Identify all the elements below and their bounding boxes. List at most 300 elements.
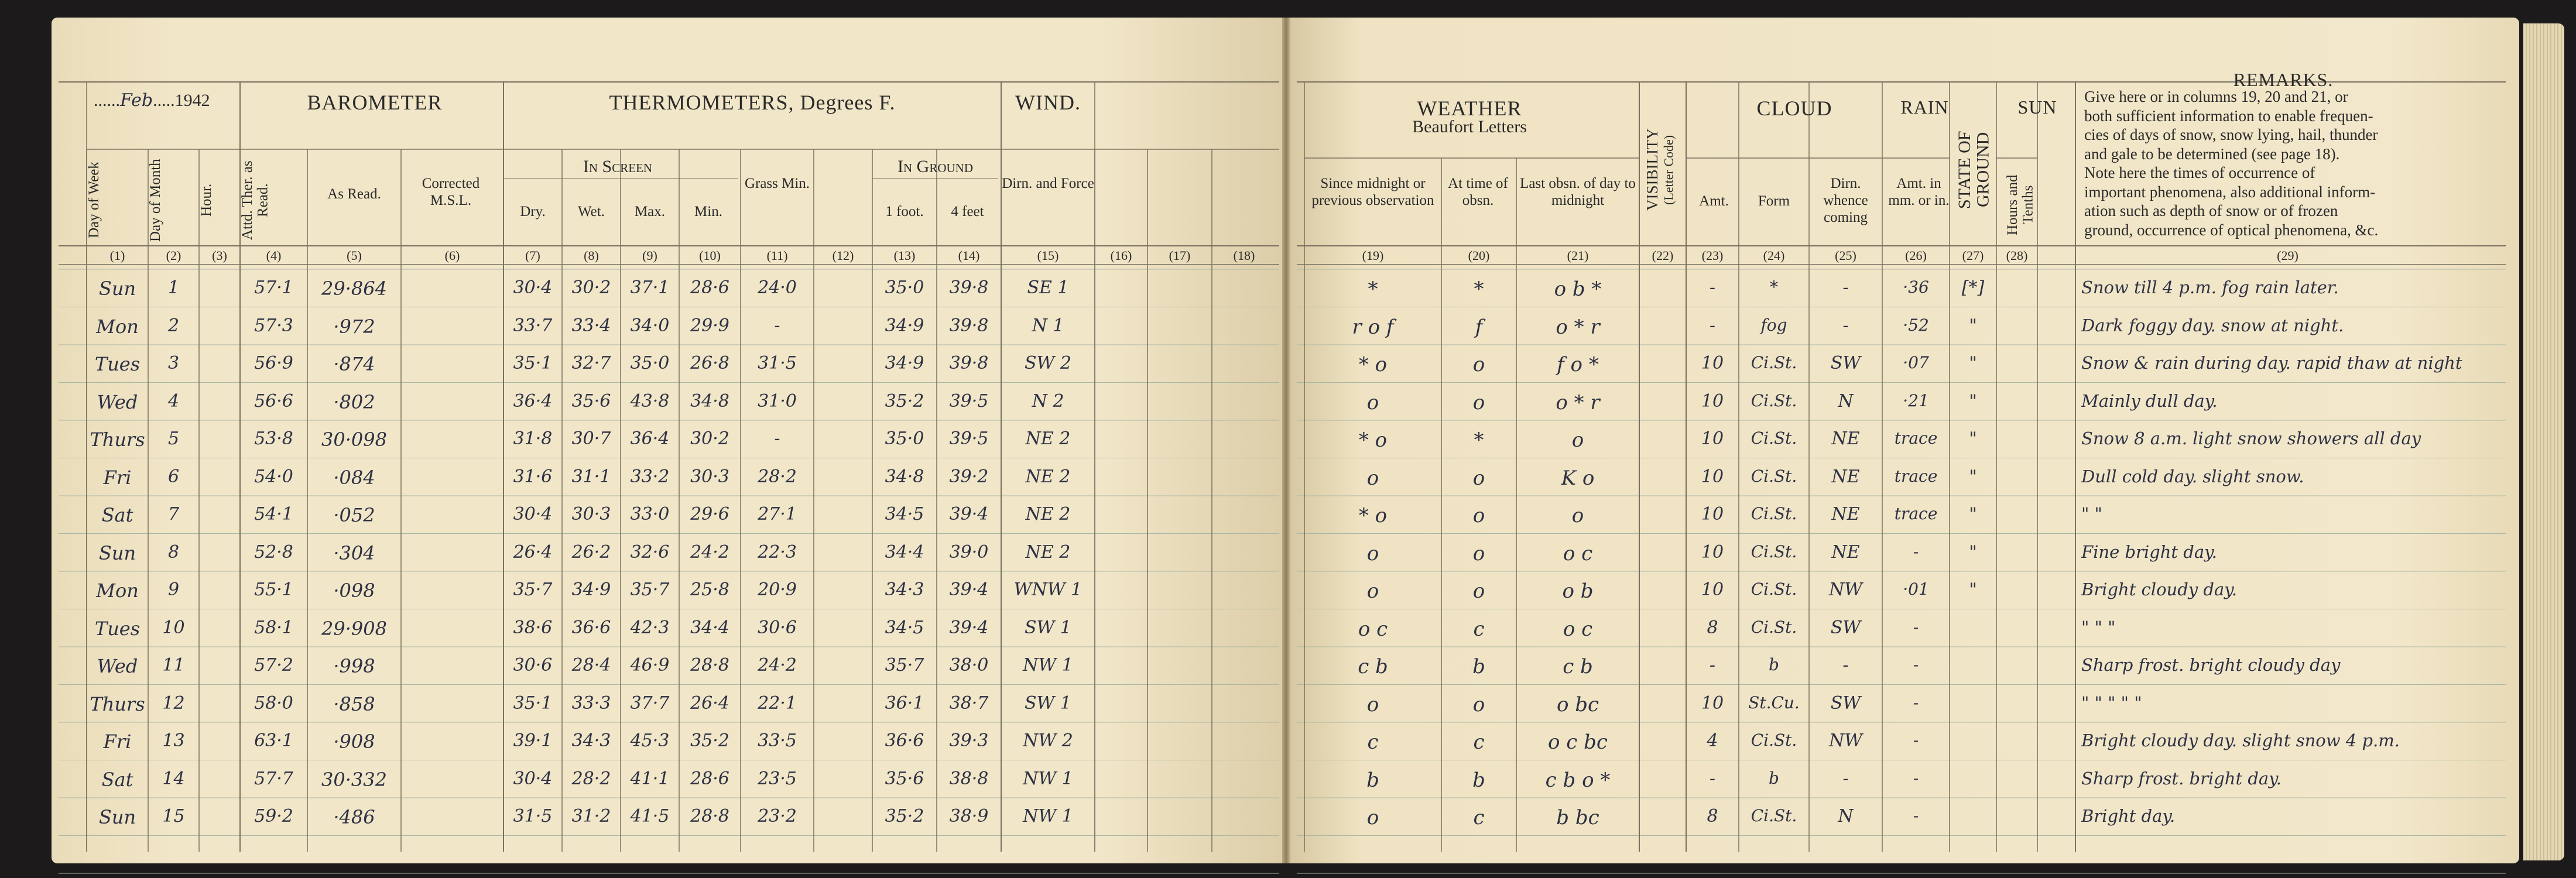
max-temp-cell: 33·0	[630, 504, 670, 524]
grass-min-cell: -	[774, 315, 780, 336]
state-of-ground-cell: "	[1969, 541, 1977, 563]
barometer-reading-cell: ·972	[333, 315, 375, 338]
cloud-form-cell: Ci.St.	[1751, 466, 1797, 486]
cloud-amt-header: Amt.	[1699, 193, 1729, 209]
min-temp-cell: 29·6	[690, 504, 729, 524]
day-of-month-cell: 1	[167, 277, 180, 298]
in-screen-heading: In Screen	[583, 157, 653, 176]
cloud-form-cell: Ci.St.	[1751, 806, 1797, 825]
day-of-week-cell: Wed	[97, 390, 138, 413]
date-month: Feb	[120, 90, 153, 111]
wet-temp-cell: 34·9	[571, 579, 611, 600]
attd-ther-header: Attd. Ther. as Read.	[239, 160, 271, 240]
ground-1ft-cell: 34·9	[885, 353, 924, 373]
ground-4ft-cell: 39·2	[949, 466, 989, 487]
weather-last-obs-cell: o	[1571, 428, 1584, 452]
column-number: (24)	[1763, 248, 1785, 263]
attd-ther-cell: 54·1	[254, 504, 293, 524]
weather-since-midnight-cell: o	[1366, 541, 1379, 565]
weather-heading: WEATHER	[1417, 97, 1522, 120]
wet-temp-cell: 34·3	[571, 730, 611, 751]
weather-at-time-cell: b	[1472, 655, 1485, 678]
day-of-week-cell: Mon	[96, 579, 139, 602]
rain-amount-cell: ·52	[1903, 315, 1929, 335]
wind-cell: NW 1	[1023, 806, 1073, 826]
grass-min-cell: 30·6	[758, 617, 797, 638]
date-year: 1942	[174, 91, 210, 110]
column-number: (16)	[1110, 248, 1132, 263]
ground-1ft-cell: 34·5	[885, 504, 924, 524]
attd-ther-cell: 53·8	[254, 428, 293, 449]
day-of-month-cell: 10	[162, 617, 185, 638]
column-number: (3)	[212, 248, 227, 263]
weather-since-midnight-cell: c b	[1358, 655, 1388, 678]
weather-at-time-cell: *	[1474, 428, 1484, 452]
weather-since-midnight-cell: b	[1366, 768, 1379, 792]
day-of-week-cell: Sun	[98, 806, 136, 828]
weather-since-midnight-cell: c	[1367, 730, 1379, 754]
weather-at-time-cell: o	[1472, 541, 1485, 565]
remark-cell: Dark foggy day. snow at night.	[2081, 315, 2344, 335]
cloud-form-cell: *	[1770, 277, 1778, 297]
cloud-direction-cell: SW	[1830, 617, 1861, 638]
weather-at-time-cell: c	[1473, 617, 1485, 641]
grass-min-cell: 23·5	[758, 768, 797, 789]
grass-min-cell: 20·9	[758, 579, 797, 600]
remark-cell: Bright cloudy day. slight snow 4 p.m.	[2081, 730, 2400, 750]
wet-temp-cell: 31·2	[571, 806, 611, 826]
sun-hours-header: Hours and Tenths	[2005, 174, 2036, 235]
day-of-month-cell: 15	[162, 806, 185, 826]
column-number: (10)	[699, 248, 721, 263]
dry-temp-cell: 31·5	[513, 806, 553, 826]
ground-4ft-cell: 38·0	[949, 655, 989, 675]
day-of-week-cell: Sun	[98, 277, 136, 300]
state-of-ground-cell: "	[1969, 466, 1977, 487]
weather-at-time-cell: c	[1473, 730, 1485, 754]
state-of-ground-cell: "	[1969, 504, 1977, 524]
ground-1ft-cell: 35·2	[885, 390, 924, 411]
max-temp-cell: 32·6	[630, 541, 670, 563]
weather-since-midnight-cell: o	[1366, 390, 1379, 414]
cloud-form-cell: Ci.St.	[1751, 353, 1797, 372]
cloud-amount-cell: -	[1709, 768, 1716, 789]
remarks-instruction-line: important phenomena, also additional inform-	[2084, 183, 2376, 201]
dry-header: Dry.	[520, 204, 546, 220]
barometer-reading-cell: ·098	[333, 579, 375, 602]
rain-amount-cell: -	[1913, 655, 1919, 674]
dry-temp-cell: 26·4	[513, 541, 553, 563]
weather-last-obs-cell: f o *	[1557, 353, 1599, 376]
rain-heading: RAIN	[1900, 97, 1949, 118]
day-of-week-cell: Sat	[101, 768, 133, 791]
state-of-ground-cell: "	[1969, 315, 1977, 336]
wind-cell: N 2	[1032, 390, 1064, 411]
max-temp-cell: 42·3	[630, 617, 670, 638]
column-number: (28)	[2006, 248, 2028, 263]
cloud-direction-cell: SW	[1830, 692, 1861, 714]
cloud-amount-cell: 10	[1701, 466, 1724, 487]
ground-4ft-cell: 38·8	[949, 768, 989, 789]
max-temp-cell: 34·0	[630, 315, 670, 336]
barometer-reading-cell: ·304	[333, 541, 375, 564]
remarks-instruction-line: Note here the times of occurrence of	[2084, 164, 2315, 181]
weather-subheading: Beaufort Letters	[1412, 117, 1527, 136]
grass-min-cell: 31·0	[758, 390, 797, 411]
grass-min-cell: 22·1	[758, 692, 797, 714]
barometer-reading-cell: 30·332	[321, 768, 387, 791]
min-temp-cell: 28·8	[690, 655, 729, 675]
ground-1ft-cell: 34·3	[885, 579, 924, 600]
max-header: Max.	[634, 204, 666, 220]
day-of-month-cell: 8	[167, 541, 180, 563]
column-number: (14)	[958, 248, 980, 263]
cloud-form-header: Form	[1758, 193, 1790, 209]
wind-cell: NE 2	[1025, 504, 1071, 524]
day-of-week-cell: Thurs	[90, 692, 145, 715]
day-of-month-cell: 4	[167, 390, 180, 411]
min-header: Min.	[694, 204, 722, 220]
attd-ther-cell: 54·0	[254, 466, 293, 487]
grass-min-cell: 33·5	[758, 730, 797, 751]
wind-cell: SW 2	[1024, 353, 1071, 373]
wind-cell: NW 1	[1023, 655, 1073, 675]
remarks-instruction-line: ation such as depth of snow or of frozen	[2084, 202, 2338, 220]
rain-amount-cell: -	[1913, 541, 1919, 561]
hour-header: Hour.	[198, 183, 214, 217]
weather-at-time-cell: o	[1472, 353, 1485, 376]
wind-heading: WIND.	[1015, 91, 1081, 114]
day-of-week-header: Day of Week	[86, 162, 102, 239]
remark-cell: Snow 8 a.m. light snow showers all day	[2081, 428, 2421, 448]
date-heading: ......Feb.....1942	[94, 90, 210, 111]
dry-temp-cell: 30·4	[513, 277, 553, 298]
column-number: (27)	[1962, 248, 1984, 263]
max-temp-cell: 43·8	[630, 390, 670, 411]
cloud-direction-cell: NE	[1831, 541, 1860, 563]
remark-cell: Fine bright day.	[2081, 541, 2217, 562]
day-of-week-cell: Mon	[96, 315, 139, 338]
weather-since-midnight-cell: o c	[1358, 617, 1388, 641]
cloud-form-cell: fog	[1760, 315, 1787, 335]
weather-last-obs-cell: o c bc	[1548, 730, 1608, 754]
column-number: (23)	[1701, 248, 1724, 263]
remark-cell: Bright day.	[2081, 806, 2176, 826]
remarks-instruction-line: Give here or in columns 19, 20 and 21, or	[2084, 88, 2348, 105]
remarks-instruction-line: cies of days of snow, snow lying, hail, thunder	[2084, 126, 2378, 143]
day-of-month-cell: 7	[167, 504, 180, 524]
remark-cell: Sharp frost. bright day.	[2081, 768, 2282, 788]
cloud-direction-cell: SW	[1830, 353, 1861, 373]
column-number: (8)	[584, 248, 599, 263]
day-of-week-cell: Tues	[94, 353, 141, 375]
sun-heading: SUN	[2017, 97, 2057, 118]
ground-4ft-cell: 39·8	[949, 277, 989, 298]
weather-last-obs-cell: o c	[1563, 617, 1593, 641]
cloud-direction-cell: N	[1838, 390, 1854, 411]
cloud-amount-cell: -	[1709, 655, 1716, 675]
grass-min-cell: 28·2	[758, 466, 797, 487]
weather-since-midnight-cell: o	[1366, 579, 1379, 603]
state-of-ground-cell: "	[1969, 390, 1977, 411]
column-number: (17)	[1169, 248, 1191, 263]
cloud-form-cell: St.Cu.	[1748, 692, 1800, 712]
attd-ther-cell: 63·1	[254, 730, 293, 751]
rain-amount-cell: ·36	[1903, 277, 1929, 297]
dry-temp-cell: 33·7	[513, 315, 553, 336]
min-temp-cell: 30·3	[690, 466, 729, 487]
max-temp-cell: 37·1	[630, 277, 670, 298]
weather-last-obs-cell: b bc	[1556, 806, 1599, 829]
ground-4ft-cell: 39·0	[949, 541, 989, 563]
attd-ther-cell: 56·6	[254, 390, 293, 411]
cloud-amount-cell: 10	[1701, 390, 1724, 411]
day-of-month-cell: 14	[162, 768, 185, 789]
attd-ther-cell: 58·1	[254, 617, 293, 638]
day-of-week-cell: Wed	[97, 655, 138, 677]
cloud-amount-cell: -	[1709, 315, 1716, 336]
rain-amount-cell: ·01	[1903, 579, 1929, 599]
state-of-ground-cell: "	[1969, 428, 1977, 449]
column-number: (9)	[642, 248, 657, 263]
attd-ther-cell: 57·3	[254, 315, 293, 336]
cloud-form-cell: Ci.St.	[1751, 390, 1797, 410]
column-number: (21)	[1567, 248, 1589, 263]
min-temp-cell: 25·8	[690, 579, 729, 600]
since-midnight-header: Since midnight or previous observation	[1311, 176, 1434, 208]
rain-amount-cell: -	[1913, 692, 1919, 712]
cloud-amount-cell: 10	[1701, 541, 1724, 563]
column-number: (7)	[525, 248, 540, 263]
weather-last-obs-cell: o c	[1563, 541, 1593, 565]
cloud-dirn-header: Dirn. whence coming	[1823, 176, 1868, 225]
cloud-amount-cell: 10	[1701, 692, 1724, 714]
rain-amount-cell: -	[1913, 768, 1919, 788]
weather-last-obs-cell: o	[1571, 504, 1584, 527]
wind-cell: SW 1	[1024, 617, 1071, 638]
barometer-reading-cell: ·052	[333, 504, 375, 526]
rain-amount-cell: trace	[1894, 466, 1938, 486]
max-temp-cell: 46·9	[630, 655, 670, 675]
dirn-force-header: Dirn. and Force	[1002, 176, 1094, 191]
remark-cell: Snow & rain during day. rapid thaw at night	[2081, 353, 2462, 373]
dry-temp-cell: 31·8	[513, 428, 553, 449]
dry-temp-cell: 35·7	[513, 579, 553, 600]
min-temp-cell: 26·8	[690, 353, 729, 373]
grass-min-cell: -	[774, 428, 780, 449]
dry-temp-cell: 31·6	[513, 466, 553, 487]
day-of-week-cell: Sat	[101, 504, 133, 526]
in-ground-heading: In Ground	[898, 157, 973, 176]
at-time-header: At time of obsn.	[1448, 176, 1508, 208]
rain-amount-cell: -	[1913, 730, 1919, 750]
four-feet-header: 4 feet	[951, 204, 984, 220]
one-foot-header: 1 foot.	[885, 204, 924, 220]
ground-4ft-cell: 39·3	[949, 730, 989, 751]
rain-amount-cell: ·21	[1903, 390, 1929, 410]
rain-amount-cell: ·07	[1903, 353, 1929, 372]
min-temp-cell: 34·8	[690, 390, 729, 411]
min-temp-cell: 29·9	[690, 315, 729, 336]
ground-4ft-cell: 39·4	[949, 504, 989, 524]
min-temp-cell: 34·4	[690, 617, 729, 638]
weather-since-midnight-cell: o	[1366, 692, 1379, 716]
wet-temp-cell: 28·4	[571, 655, 611, 675]
column-number: (6)	[444, 248, 460, 263]
cloud-form-cell: Ci.St.	[1751, 541, 1797, 561]
weather-since-midnight-cell: o	[1366, 806, 1379, 829]
weather-last-obs-cell: o bc	[1556, 692, 1599, 716]
corrected-msl-header: Corrected M.S.L.	[422, 176, 480, 208]
min-temp-cell: 24·2	[690, 541, 729, 563]
weather-last-obs-cell: o b *	[1554, 277, 1602, 301]
cloud-direction-cell: NE	[1831, 466, 1860, 487]
cloud-amount-cell: 10	[1701, 579, 1724, 600]
cloud-direction-cell: NE	[1831, 504, 1860, 524]
column-number: (15)	[1037, 248, 1059, 263]
day-of-month-cell: 12	[162, 692, 185, 714]
attd-ther-cell: 56·9	[254, 353, 293, 373]
day-of-month-cell: 3	[167, 353, 180, 373]
ground-4ft-cell: 39·8	[949, 353, 989, 373]
cloud-direction-cell: N	[1838, 806, 1854, 826]
ground-1ft-cell: 36·6	[885, 730, 924, 751]
state-of-ground-cell: "	[1969, 579, 1977, 600]
grass-min-header: Grass Min.	[744, 176, 810, 191]
day-of-week-cell: Fri	[103, 466, 132, 489]
wind-cell: NE 2	[1025, 466, 1071, 487]
ground-4ft-cell: 39·8	[949, 315, 989, 336]
rain-amount-cell: -	[1913, 617, 1919, 637]
remark-cell: " "	[2081, 504, 2102, 524]
ground-1ft-cell: 36·1	[885, 692, 924, 714]
column-number: (18)	[1233, 248, 1255, 263]
weather-last-obs-cell: o b	[1562, 579, 1594, 603]
weather-last-obs-cell: c b	[1563, 655, 1593, 678]
dry-temp-cell: 36·4	[513, 390, 553, 411]
ground-1ft-cell: 34·5	[885, 617, 924, 638]
barometer-reading-cell: ·998	[333, 655, 375, 677]
wind-cell: NW 2	[1023, 730, 1073, 751]
max-temp-cell: 41·5	[630, 806, 670, 826]
weather-at-time-cell: b	[1472, 768, 1485, 792]
max-temp-cell: 35·7	[630, 579, 670, 600]
max-temp-cell: 37·7	[630, 692, 670, 714]
min-temp-cell: 35·2	[690, 730, 729, 751]
attd-ther-cell: 58·0	[254, 692, 293, 714]
ground-1ft-cell: 35·0	[885, 428, 924, 449]
cloud-amount-cell: 10	[1701, 428, 1724, 449]
ground-1ft-cell: 35·6	[885, 768, 924, 789]
column-number: (29)	[2277, 248, 2298, 263]
remark-cell: Mainly dull day.	[2081, 390, 2218, 411]
day-of-week-cell: Fri	[103, 730, 132, 753]
wet-temp-cell: 28·2	[571, 768, 611, 789]
cloud-form-cell: b	[1769, 768, 1779, 788]
dry-temp-cell: 30·4	[513, 768, 553, 789]
remark-cell: Sharp frost. bright cloudy day	[2081, 655, 2341, 675]
remarks-instruction-line: and gale to be determined (see page 18).	[2084, 145, 2340, 163]
attd-ther-cell: 57·7	[254, 768, 293, 789]
grass-min-cell: 27·1	[758, 504, 797, 524]
dry-temp-cell: 39·1	[513, 730, 553, 751]
wet-temp-cell: 30·3	[571, 504, 611, 524]
barometer-reading-cell: 29·908	[321, 617, 387, 640]
cloud-direction-cell: -	[1842, 315, 1849, 336]
cloud-direction-cell: -	[1842, 277, 1849, 298]
cloud-direction-cell: NW	[1828, 730, 1863, 751]
cloud-form-cell: Ci.St.	[1751, 617, 1797, 637]
day-of-month-cell: 6	[167, 466, 180, 487]
wet-temp-cell: 31·1	[571, 466, 611, 487]
ground-4ft-cell: 38·7	[949, 692, 989, 714]
cloud-direction-cell: -	[1842, 768, 1849, 789]
attd-ther-cell: 57·2	[254, 655, 293, 675]
grass-min-cell: 24·0	[758, 277, 797, 298]
column-number: (22)	[1652, 248, 1674, 263]
max-temp-cell: 33·2	[630, 466, 670, 487]
cloud-form-cell: Ci.St.	[1751, 428, 1797, 448]
weather-since-midnight-cell: * o	[1358, 504, 1388, 527]
cloud-form-cell: Ci.St.	[1751, 504, 1797, 523]
ground-4ft-cell: 39·5	[949, 428, 989, 449]
remark-cell: Snow till 4 p.m. fog rain later.	[2081, 277, 2339, 297]
remark-cell: " " " " "	[2081, 692, 2142, 713]
weather-at-time-cell: o	[1472, 692, 1485, 716]
weather-since-midnight-cell: o	[1366, 466, 1379, 490]
ground-1ft-cell: 35·2	[885, 806, 924, 826]
cloud-direction-cell: NE	[1831, 428, 1860, 449]
cloud-form-cell: Ci.St.	[1751, 579, 1797, 599]
column-number: (5)	[347, 248, 362, 263]
min-temp-cell: 28·6	[690, 768, 729, 789]
barometer-reading-cell: 29·864	[321, 277, 387, 300]
attd-ther-cell: 57·1	[254, 277, 293, 298]
barometer-heading: BAROMETER	[307, 91, 443, 114]
ground-1ft-cell: 34·9	[885, 315, 924, 336]
day-of-month-header: Day of Month	[148, 159, 163, 242]
wet-temp-cell: 35·6	[571, 390, 611, 411]
column-number: (13)	[893, 248, 916, 263]
dry-temp-cell: 35·1	[513, 692, 553, 714]
column-number: (11)	[766, 248, 788, 263]
weather-last-obs-cell: c b o *	[1545, 768, 1611, 792]
max-temp-cell: 35·0	[630, 353, 670, 373]
min-temp-cell: 28·6	[690, 277, 729, 298]
grass-min-cell: 23·2	[758, 806, 797, 826]
column-number: (26)	[1905, 248, 1927, 263]
remark-cell: " " "	[2081, 617, 2116, 637]
barometer-reading-cell: 30·098	[321, 428, 387, 451]
state-of-ground-header: STATE OF GROUND	[1955, 131, 1993, 209]
cloud-amount-cell: 4	[1707, 730, 1718, 751]
column-number: (20)	[1468, 248, 1490, 263]
wind-cell: NE 2	[1025, 541, 1071, 563]
ground-1ft-cell: 34·4	[885, 541, 924, 563]
rain-amt-header: Amt. in mm. or in.	[1888, 176, 1950, 208]
dry-temp-cell: 30·6	[513, 655, 553, 675]
day-of-month-cell: 2	[167, 315, 180, 336]
wet-temp-cell: 33·3	[571, 692, 611, 714]
weather-last-obs-cell: o * r	[1556, 315, 1600, 339]
dry-temp-cell: 38·6	[513, 617, 553, 638]
wind-cell: NE 2	[1025, 428, 1071, 449]
weather-at-time-cell: o	[1472, 390, 1485, 414]
day-of-month-cell: 11	[162, 655, 185, 675]
rain-amount-cell: trace	[1894, 504, 1938, 523]
cloud-amount-cell: 10	[1701, 504, 1724, 524]
cloud-amount-cell: 10	[1701, 353, 1724, 373]
